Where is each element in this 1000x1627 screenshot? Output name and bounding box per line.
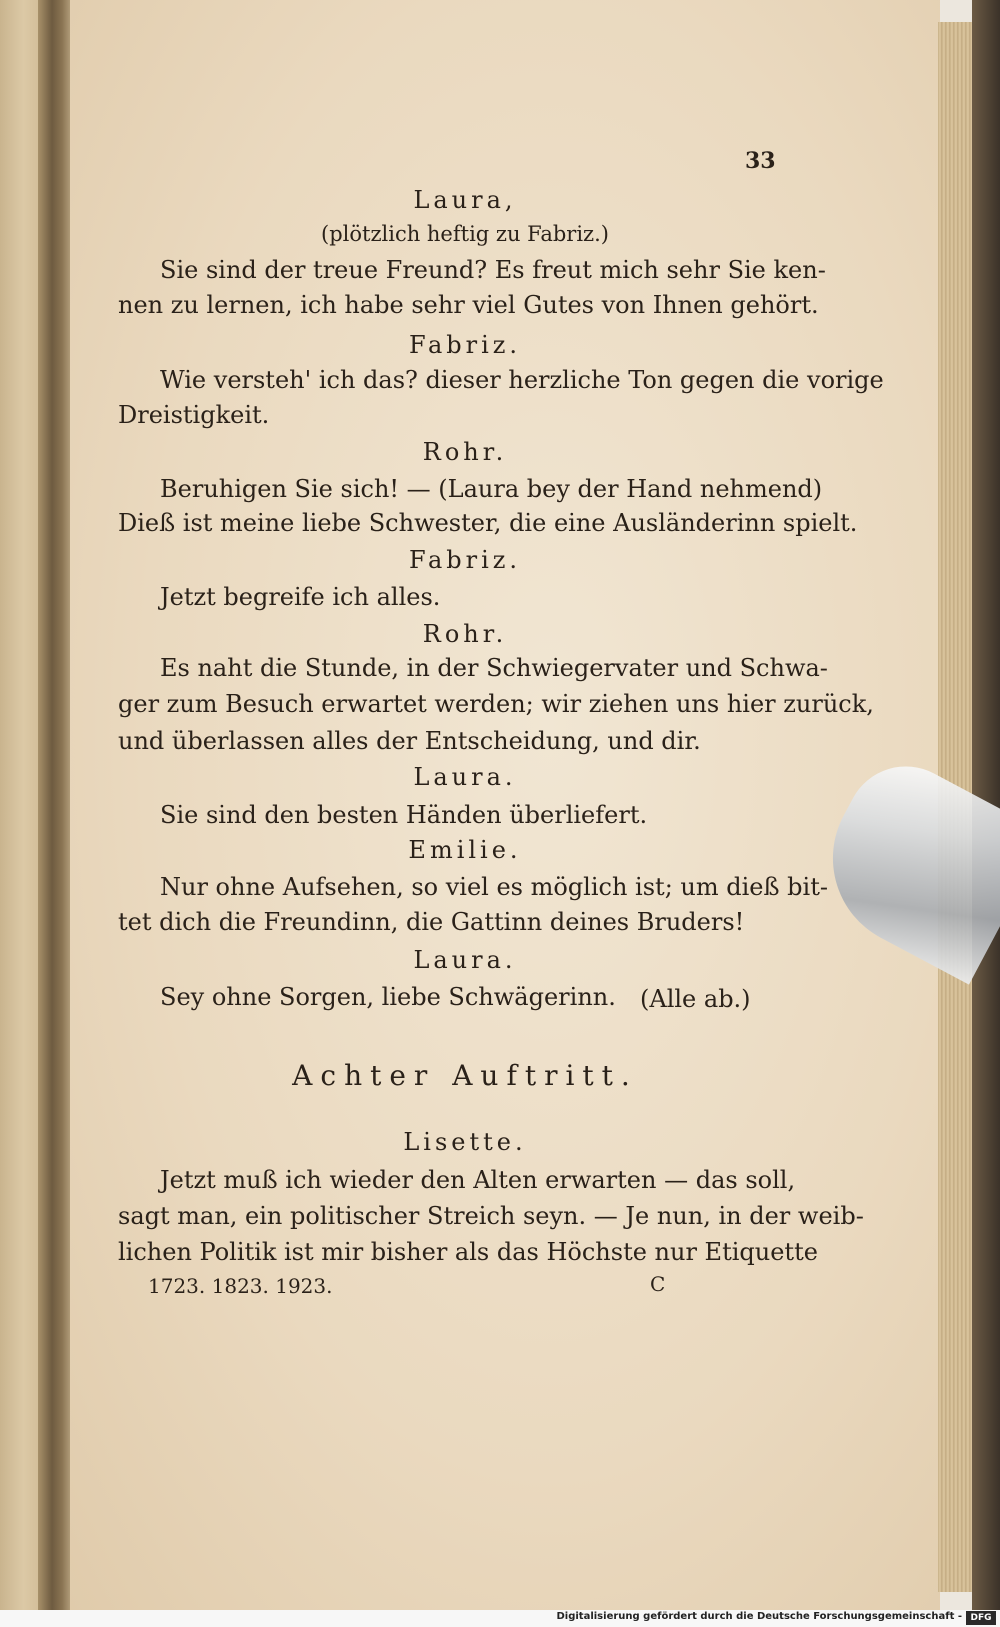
speaker-rohr: Rohr. bbox=[422, 620, 508, 648]
speaker-fabriz: Fabriz. bbox=[408, 546, 522, 574]
text-line: Beruhigen Sie sich! — (Laura bey der Hand nehmend) bbox=[160, 475, 823, 503]
text-line: Wie versteh' ich das? dieser herzliche Ton gegen die vorige bbox=[160, 366, 884, 394]
footer-years: 1723. 1823. 1923. bbox=[148, 1274, 333, 1298]
text-line: und überlassen alles der Entscheidung, und dir. bbox=[118, 727, 701, 755]
text-line: lichen Politik ist mir bisher als das Höchste nur Etiquette bbox=[118, 1238, 818, 1266]
digitization-credit: Digitalisierung gefördert durch die Deutsche Forschungsgemeinschaft - bbox=[556, 1611, 962, 1622]
text-line: Nur ohne Aufsehen, so viel es möglich ist; um dieß bit- bbox=[160, 873, 828, 901]
stage-direction: (plötzlich heftig zu Fabriz.) bbox=[321, 222, 609, 246]
text-line: ger zum Besuch erwartet werden; wir ziehen uns hier zurück, bbox=[118, 690, 874, 718]
speaker-rohr: Rohr. bbox=[422, 438, 508, 466]
text-line: Dieß ist meine liebe Schwester, die eine Ausländerinn spielt. bbox=[118, 509, 858, 537]
speaker-fabriz: Fabriz. bbox=[408, 331, 522, 359]
text-line: tet dich die Freundinn, die Gattinn deines Bruders! bbox=[118, 908, 745, 936]
text-line: nen zu lernen, ich habe sehr viel Gutes von Ihnen gehört. bbox=[118, 291, 819, 319]
text-line: Dreistigkeit. bbox=[118, 401, 270, 429]
text-line: Jetzt begreife ich alles. bbox=[160, 583, 441, 611]
speaker-emilie: Emilie. bbox=[408, 836, 522, 864]
text-line: Sey ohne Sorgen, liebe Schwägerinn. bbox=[160, 983, 616, 1011]
page-number: 33 bbox=[745, 148, 776, 174]
speaker-laura: Laura, bbox=[413, 186, 517, 214]
speaker-laura: Laura. bbox=[413, 946, 517, 974]
text-line: Sie sind den besten Händen überliefert. bbox=[160, 801, 648, 829]
scene-heading: Achter Auftritt. bbox=[292, 1059, 638, 1092]
speaker-lisette: Lisette. bbox=[403, 1128, 527, 1156]
text-line: Sie sind der treue Freund? Es freut mich sehr Sie ken- bbox=[160, 256, 826, 284]
stage-direction: (Alle ab.) bbox=[640, 985, 751, 1013]
speaker-laura: Laura. bbox=[413, 763, 517, 791]
text-line: sagt man, ein politischer Streich seyn. — Je nun, in der weib- bbox=[118, 1202, 864, 1230]
dfg-logo: DFG bbox=[966, 1611, 996, 1625]
text-line: Jetzt muß ich wieder den Alten erwarten — das soll, bbox=[160, 1166, 796, 1194]
signature-mark: C bbox=[650, 1272, 666, 1296]
text-line: Es naht die Stunde, in der Schwiegervater und Schwa- bbox=[160, 654, 828, 682]
